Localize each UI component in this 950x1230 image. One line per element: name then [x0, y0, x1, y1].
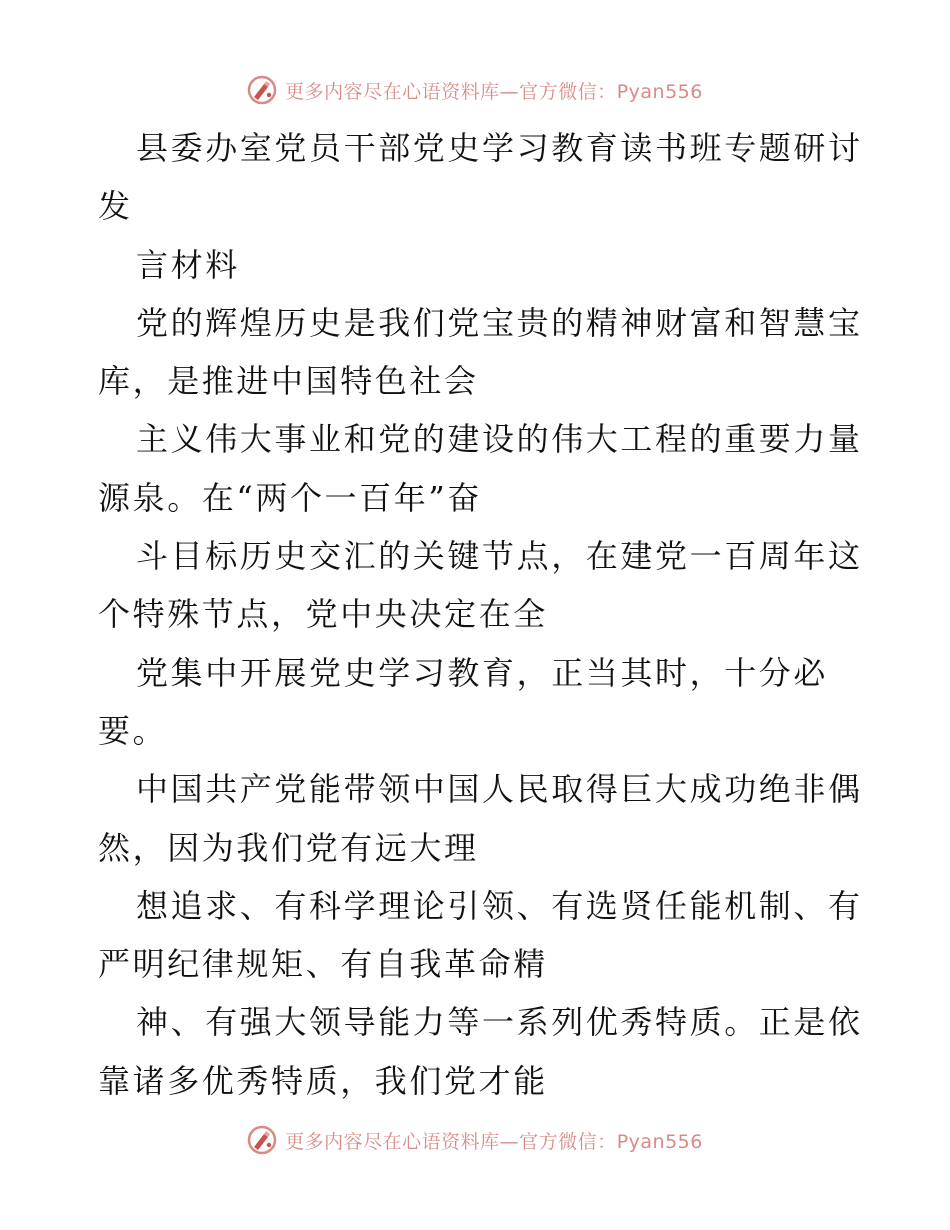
paragraph-line: 严明纪律规矩、有自我革命精: [98, 945, 548, 984]
paragraph-line: 想追求、有科学理论引领、有选贤任能机制、有: [136, 886, 863, 925]
document-body: [98, 119, 863, 1110]
paragraph-line: 主义伟大事业和党的建设的伟大工程的重要力量: [136, 420, 863, 459]
watermark-site-text: 更多内容尽在心语资料库: [285, 1130, 500, 1153]
paragraph-line: 党集中开展党史学习教育，正当其时，十分必: [136, 653, 829, 692]
paragraph-line: 中国共产党能带领中国人民取得巨大成功绝非偶: [136, 770, 863, 809]
watermark-wechat-label: 官方微信：: [519, 1130, 617, 1153]
watermark-site-text: 更多内容尽在心语资料库: [285, 80, 500, 103]
pen-logo-icon: [247, 75, 277, 105]
paragraph-line: 个特殊节点，党中央决定在全: [98, 595, 548, 634]
paragraph-line: 斗目标历史交汇的关键节点，在建党一百周年这: [136, 537, 863, 576]
paragraph-line: 库，是推进中国特色社会: [98, 362, 479, 401]
paragraph-line: 源泉。在“两个一百年”奋: [98, 478, 482, 517]
doc-title-line-1: 县委办室党员干部党史学习教育读书班专题研讨: [136, 129, 863, 167]
watermark-dash: —: [499, 1130, 520, 1153]
watermark-dash: —: [499, 80, 520, 103]
watermark-wechat-id: Pyan556: [616, 80, 703, 103]
watermark-wechat-label: 官方微信：: [519, 80, 617, 103]
paragraph-line: 然，因为我们党有远大理: [98, 828, 479, 867]
paragraph-line: 党的辉煌历史是我们党宝贵的精神财富和智慧宝: [136, 303, 863, 342]
doc-title-line-3: 言材料: [136, 245, 240, 284]
footer-watermark: [0, 1120, 950, 1160]
watermark-wechat-id: Pyan556: [616, 1130, 703, 1153]
paragraph-line: 神、有强大领导能力等一系列优秀特质。正是依: [136, 1003, 863, 1042]
pen-logo-icon: [247, 1125, 277, 1155]
doc-title-line-2: 发: [98, 187, 133, 226]
paragraph-line: 要。: [98, 711, 168, 750]
header-watermark: [0, 70, 950, 110]
paragraph-line: 靠诸多优秀特质，我们党才能: [98, 1061, 548, 1100]
